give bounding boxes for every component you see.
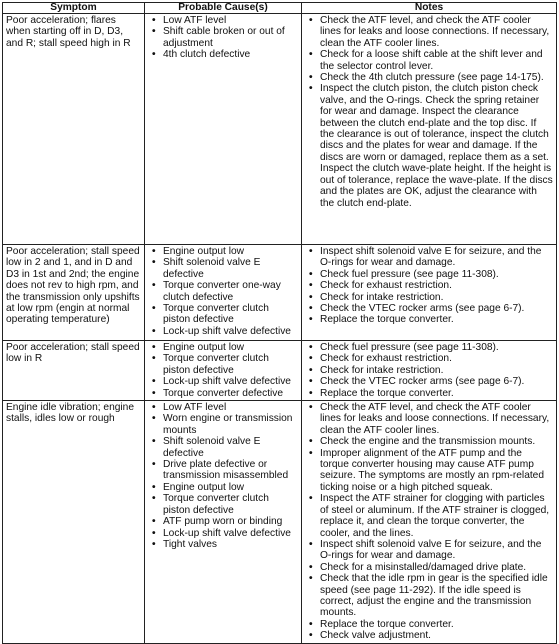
note-item: • Check for intake restriction. [320,292,553,303]
cause-item: • Lock-up shift valve defective [163,326,298,337]
note-item: • Check for a misinstalled/damaged drive plate. [320,562,553,573]
notes-list [305,246,553,326]
cause-item: • Engine output low [163,482,298,493]
cause-item: • Lock-up shift valve defective [163,528,298,539]
cause-list [148,246,298,337]
note-item: • Check for a loose shift cable at the shift lever and the selector control lever. [320,49,553,72]
notes-header: Notes [302,3,557,14]
cause-item: • Shift cable broken or out of adjustment [163,26,298,49]
cause-item: • Tight valves [163,539,298,550]
cause-item: • Lock-up shift valve defective [163,376,298,387]
note-item: • Check the VTEC rocker arms (see page 6-7). [320,303,553,314]
symptom-header: Symptom [3,3,145,14]
troubleshooting-table [2,2,557,644]
cause-item: • ATF pump worn or binding [163,516,298,527]
notes-cell [302,14,557,245]
cause-cell [145,401,302,644]
note-item: • Check that the idle rpm in gear is the specified idle speed (see page 11-292). If the idle speed is correct, adjust the engine and the transmission mounts. [320,573,553,619]
note-item: • Inspect shift solenoid valve E for seizure, and the O-rings for wear and damage. [320,246,553,269]
notes-cell [302,245,557,341]
troubleshooting-sheet [2,2,556,642]
cause-item: • Engine output low [163,246,298,257]
note-item: • Check the VTEC rocker arms (see page 6-7). [320,376,553,387]
cause-item: • Torque converter one-way clutch defective [163,280,298,303]
cause-cell [145,14,302,245]
notes-list [305,342,553,399]
note-item: • Inspect the clutch piston, the clutch piston check valve, and the O-rings. Check the spring retainer for wear and damage. Inspect the clearance between the clutch end-plate and the top disc. If the clearance is out of tolerance, inspect the clutch discs and the plates for wear and damage. If the discs are worn or damaged, replace them as a set. Inspect the clutch wave-plate height. If the height is out of tolerance, replace the wave-plate. If the discs and the plates are OK, adjust the clearance with the clutch end-plate. [320,83,553,208]
cause-item: • Worn engine or transmission mounts [163,413,298,436]
notes-cell [302,401,557,644]
note-item: • Check for intake restriction. [320,365,553,376]
cause-item: • Low ATF level [163,15,298,26]
note-item: • Improper alignment of the ATF pump and the torque converter housing may cause ATF pump seizure. The symptoms are mostly an rpm-related ticking noise or a high pitched squeak. [320,448,553,494]
note-item: • Check the ATF level, and check the ATF cooler lines for leaks and loose connections. If necessary, clean the ATF cooler lines. [320,402,553,436]
note-item: • Inspect shift solenoid valve E for seizure, and the O-rings for wear and damage. [320,539,553,562]
note-item: • Check fuel pressure (see page 11-308). [320,269,553,280]
notes-list [305,15,553,209]
table-row [3,401,557,644]
cause-item: • Torque converter clutch piston defective [163,303,298,326]
note-item: • Check the engine and the transmission mounts. [320,436,553,447]
cause-list [148,15,298,61]
cause-cell [145,245,302,341]
note-item: • Replace the torque converter. [320,388,553,399]
cause-item: • 4th clutch defective [163,49,298,60]
note-item: • Replace the torque converter. [320,619,553,630]
header-row [3,3,557,14]
cause-item: • Drive plate defective or transmission misassembled [163,459,298,482]
note-item: • Check fuel pressure (see page 11-308). [320,342,553,353]
note-item: • Replace the torque converter. [320,314,553,325]
cause-item: • Torque converter defective [163,388,298,399]
note-item: • Check the 4th clutch pressure (see page 14-175). [320,72,553,83]
table-row [3,341,557,401]
note-item: • Inspect the ATF strainer for clogging with particles of steel or aluminum. If the ATF strainer is clogged, replace it, and clean the torque converter, the cooler, and the lines. [320,493,553,539]
symptom-cell: Poor acceleration; flares when starting off in D, D3, and R; stall speed high in R [3,14,145,245]
cause-item: • Shift solenoid valve E defective [163,436,298,459]
notes-list [305,402,553,642]
symptom-cell: Poor acceleration; stall speed low in R [3,341,145,401]
symptom-cell: Engine idle vibration; engine stalls, idles low or rough [3,401,145,644]
cause-cell [145,341,302,401]
symptom-cell: Poor acceleration; stall speed low in 2 and 1, and in D and D3 in 1st and 2nd; the engine does not rev to high rpm, and the transmission only upshifts at low rpm (engin at normal operating temperature) [3,245,145,341]
cause-list [148,342,298,399]
note-item: • Check for exhaust restriction. [320,280,553,291]
probable-cause-header: Probable Cause(s) [145,3,302,14]
cause-item: • Engine output low [163,342,298,353]
table-row [3,245,557,341]
cause-list [148,402,298,550]
note-item: • Check valve adjustment. [320,630,553,641]
table-row [3,14,557,245]
notes-cell [302,341,557,401]
cause-item: • Torque converter clutch piston defective [163,493,298,516]
note-item: • Check for exhaust restriction. [320,353,553,364]
cause-item: • Torque converter clutch piston defective [163,353,298,376]
cause-item: • Low ATF level [163,402,298,413]
cause-item: • Shift solenoid valve E defective [163,257,298,280]
note-item: • Check the ATF level, and check the ATF cooler lines for leaks and loose connections. If necessary, clean the ATF cooler lines. [320,15,553,49]
